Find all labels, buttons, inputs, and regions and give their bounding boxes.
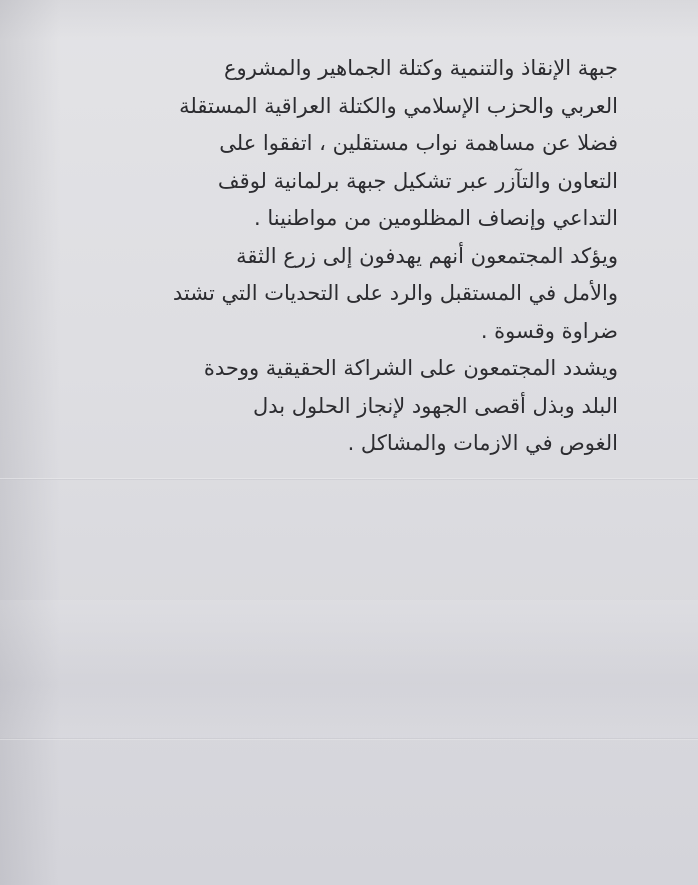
text-line: العربي والحزب الإسلامي والكتلة العراقية المستقلة: [179, 93, 618, 118]
paper-shadow-top: [0, 0, 698, 40]
text-line: ويشدد المجتمعون على الشراكة الحقيقية ووحدة: [203, 356, 618, 380]
paragraph-3: [70, 350, 618, 463]
paper-fold-line-upper: [0, 478, 698, 480]
text-line: ضراوة وقسوة .: [480, 318, 618, 343]
text-line: التعاون والتآزر عبر تشكيل جبهة برلمانية لوقف: [217, 168, 618, 193]
text-line: التداعي وإنصاف المظلومين من مواطنينا .: [254, 206, 618, 230]
text-line: جبهة الإنقاذ والتنمية وكتلة الجماهير والمشروع: [224, 56, 618, 80]
text-line: والأمل في المستقبل والرد على التحديات التي تشتد: [172, 281, 618, 305]
text-line: فضلا عن مساهمة نواب مستقلين ، اتفقوا على: [219, 131, 618, 155]
text-line: الغوص في الازمات والمشاكل .: [347, 431, 618, 455]
paragraph-2: [70, 238, 618, 351]
text-line: ويؤكد المجتمعون أنهم يهدفون إلى زرع الثقة: [236, 243, 618, 268]
text-line: البلد وبذل أقصى الجهود لإنجاز الحلول بدل: [252, 393, 618, 418]
letter-body: [70, 50, 618, 463]
paper-shadow-left: [0, 0, 60, 885]
paper-fold-line-lower: [0, 738, 698, 740]
paragraph-1: [70, 50, 618, 238]
paper-crease-shading: [0, 600, 698, 740]
